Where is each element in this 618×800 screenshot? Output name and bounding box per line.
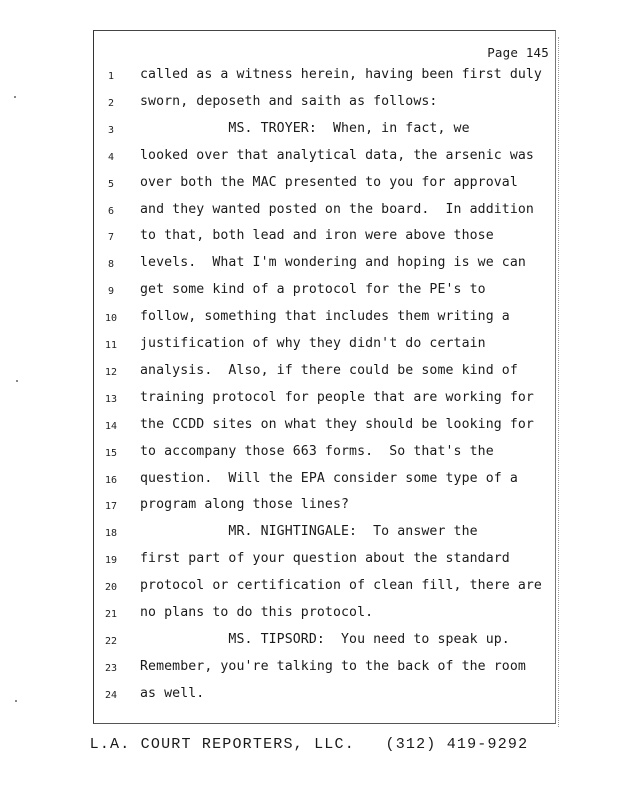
line-text: follow, something that includes them writing a xyxy=(140,309,510,325)
line-number: 2 xyxy=(107,97,115,109)
line-text: get some kind of a protocol for the PE's to xyxy=(140,282,486,298)
transcript-line xyxy=(94,67,555,87)
transcript-line xyxy=(94,524,555,544)
line-text: and they wanted posted on the board. In addition xyxy=(140,201,534,217)
transcript-line xyxy=(94,659,555,679)
line-text: program along those lines? xyxy=(140,497,350,513)
line-number: 11 xyxy=(104,340,118,351)
line-number: 23 xyxy=(104,662,118,674)
transcript-line xyxy=(94,148,555,168)
line-number: 9 xyxy=(107,286,115,298)
line-number: 19 xyxy=(104,555,118,567)
transcript-line xyxy=(94,444,555,464)
line-number: 16 xyxy=(104,474,118,486)
transcript-line xyxy=(94,551,555,571)
line-text: justification of why they didn't do certain xyxy=(140,336,486,351)
transcript-page xyxy=(93,30,556,724)
transcript-line xyxy=(94,255,555,275)
transcript-line xyxy=(94,282,555,302)
line-number: 21 xyxy=(104,609,118,620)
transcript-line xyxy=(94,605,555,625)
line-number: 24 xyxy=(104,689,118,701)
transcript-line xyxy=(94,471,555,491)
line-text: sworn, deposeth and saith as follows: xyxy=(140,93,438,109)
line-text: Remember, you're talking to the back of the room xyxy=(140,658,526,674)
transcript-line xyxy=(94,228,555,248)
line-text: looked over that analytical data, the arsenic was xyxy=(140,147,534,163)
scan-speck xyxy=(14,96,16,98)
transcript-line xyxy=(94,686,555,706)
line-number: 14 xyxy=(104,420,118,432)
transcript-line xyxy=(94,309,555,329)
line-text: called as a witness herein, having been first duly xyxy=(140,67,542,82)
transcript-line xyxy=(94,94,555,114)
transcript-line xyxy=(94,390,555,410)
line-number: 4 xyxy=(107,151,115,163)
line-number: 7 xyxy=(107,232,115,244)
line-number: 20 xyxy=(104,582,118,594)
line-number: 10 xyxy=(104,313,118,325)
line-text: protocol or certification of clean fill, there are xyxy=(140,578,542,594)
transcript-line xyxy=(94,497,555,517)
line-number: 1 xyxy=(107,71,115,82)
transcript-line xyxy=(94,632,555,652)
line-number: 5 xyxy=(107,178,115,190)
line-number: 3 xyxy=(107,124,115,136)
line-text: training protocol for people that are working for xyxy=(140,389,534,405)
line-number: 12 xyxy=(104,366,118,378)
line-text: no plans to do this protocol. xyxy=(140,605,374,620)
line-number: 22 xyxy=(104,635,118,647)
line-number: 17 xyxy=(104,501,118,513)
line-text: to accompany those 663 forms. So that's the xyxy=(140,443,494,459)
transcript-line xyxy=(94,336,555,356)
scan-speck xyxy=(16,380,18,382)
line-text: first part of your question about the standard xyxy=(140,551,510,567)
page-number: Page 145 xyxy=(487,45,549,60)
line-text: the CCDD sites on what they should be looking for xyxy=(140,416,534,432)
line-number: 6 xyxy=(107,205,115,217)
transcript-line xyxy=(94,202,555,222)
line-text: levels. What I'm wondering and hoping is we can xyxy=(140,255,526,271)
line-text: MS. TROYER: When, in fact, we xyxy=(140,120,470,136)
line-number: 8 xyxy=(107,259,115,271)
line-text: analysis. Also, if there could be some kind of xyxy=(140,362,518,378)
scan-speck xyxy=(15,700,17,702)
line-number: 13 xyxy=(104,393,118,405)
line-text: as well. xyxy=(140,685,205,701)
line-text: to that, both lead and iron were above those xyxy=(140,228,494,244)
transcript-line xyxy=(94,363,555,383)
line-number: 18 xyxy=(104,528,118,540)
line-number: 15 xyxy=(104,447,118,459)
court-reporter-footer: L.A. COURT REPORTERS, LLC. (312) 419-9292 xyxy=(89,736,529,753)
line-text: over both the MAC presented to you for approval xyxy=(140,174,518,190)
transcript-line xyxy=(94,175,555,195)
transcript-line xyxy=(94,578,555,598)
line-text: MR. NIGHTINGALE: To answer the xyxy=(140,524,478,540)
transcript-line xyxy=(94,417,555,437)
line-text: MS. TIPSORD: You need to speak up. xyxy=(140,631,510,647)
transcript-line xyxy=(94,121,555,141)
line-text: question. Will the EPA consider some type of a xyxy=(140,470,518,486)
